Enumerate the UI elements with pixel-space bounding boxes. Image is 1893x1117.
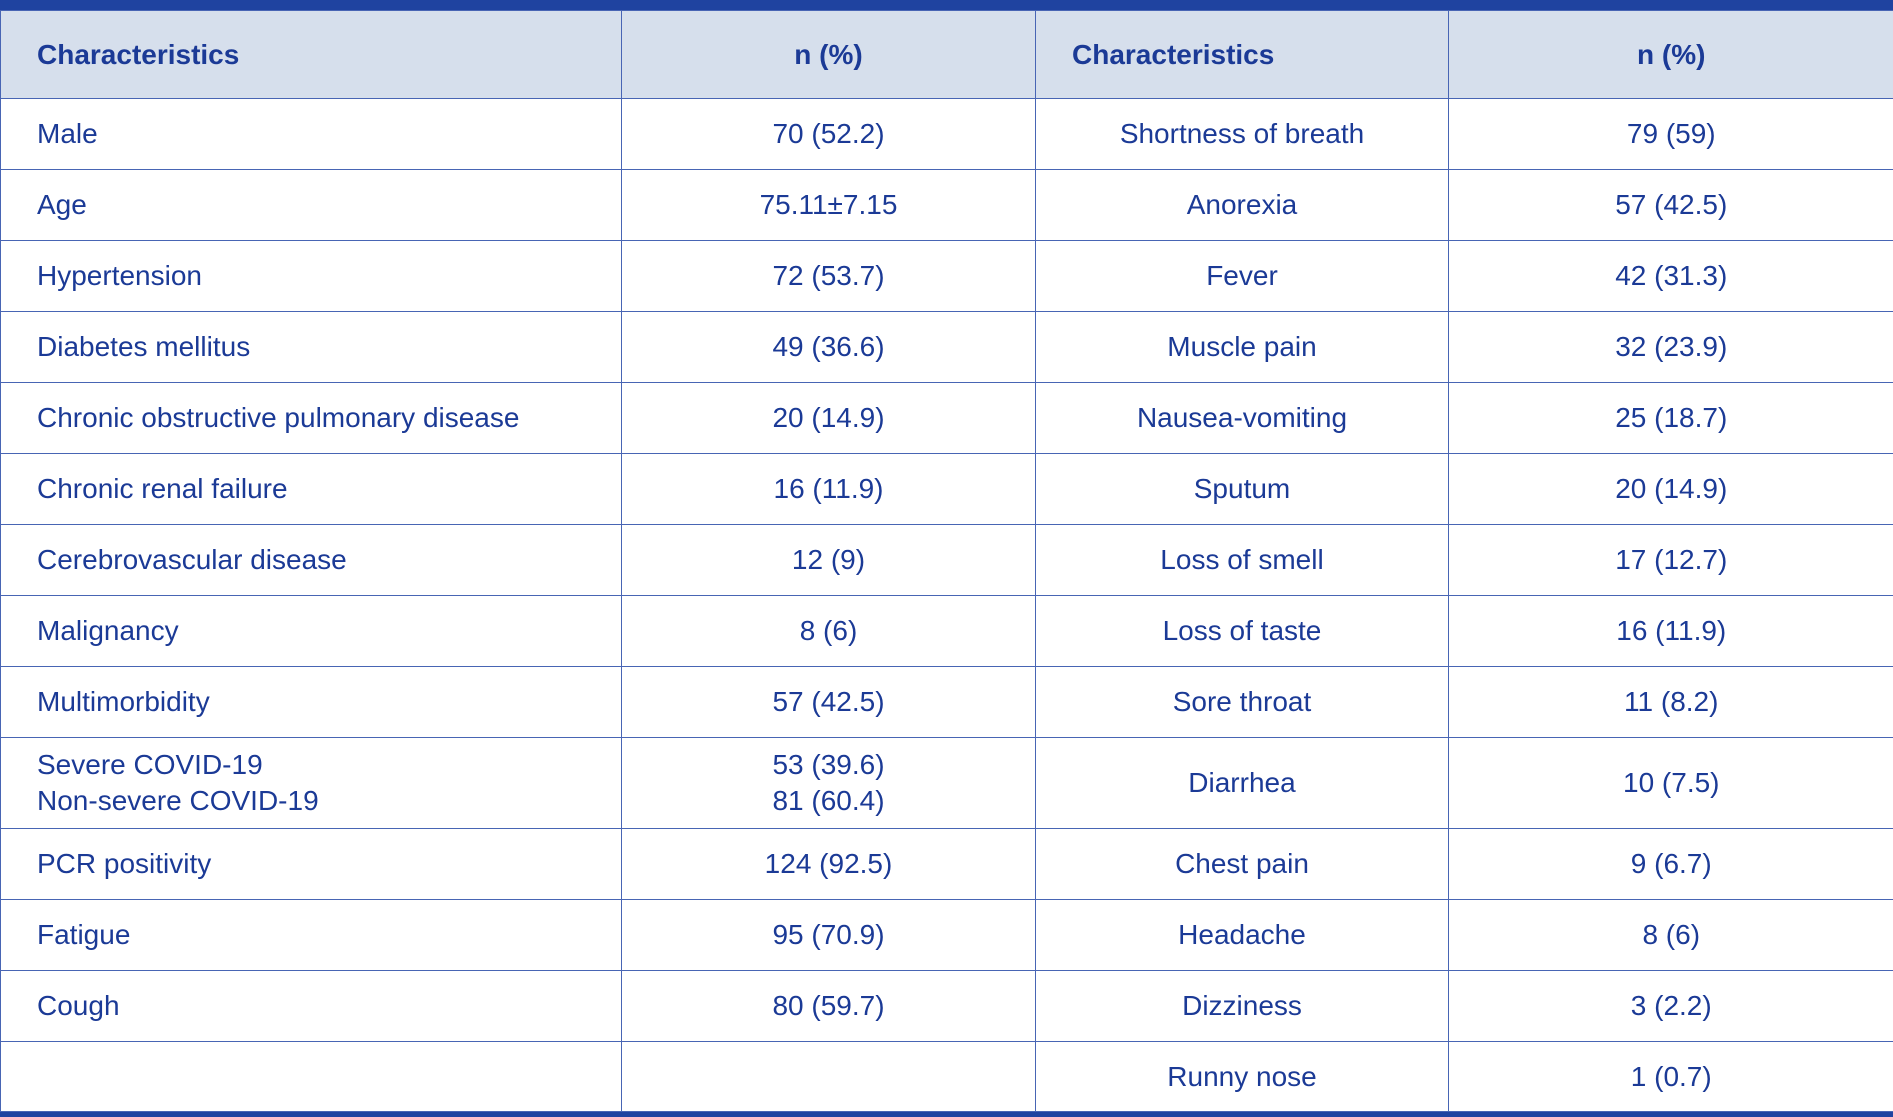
row-value-severity [622,738,1036,829]
row-label: Fatigue [1,900,622,971]
row-value: 70 (52.2) [622,99,1036,170]
table-row [1,667,1893,738]
row-symptom-value: 20 (14.9) [1449,454,1893,525]
row-label: Multimorbidity [1,667,622,738]
row-symptom: Chest pain [1036,829,1449,900]
row-symptom: Nausea-vomiting [1036,383,1449,454]
row-value: 75.11±7.15 [622,170,1036,241]
row-symptom-value: 79 (59) [1449,99,1893,170]
table-row [1,1042,1893,1112]
row-label: Age [1,170,622,241]
row-symptom-value: 1 (0.7) [1449,1042,1893,1112]
row-symptom-value: 10 (7.5) [1449,738,1893,829]
row-value: 80 (59.7) [622,971,1036,1042]
row-symptom: Runny nose [1036,1042,1449,1112]
table-row [1,454,1893,525]
row-value: 16 (11.9) [622,454,1036,525]
row-label: Hypertension [1,241,622,312]
row-symptom: Dizziness [1036,971,1449,1042]
table-row [1,312,1893,383]
row-value: 124 (92.5) [622,829,1036,900]
row-value: 57 (42.5) [622,667,1036,738]
row-value-empty [622,1042,1036,1112]
table-row [1,525,1893,596]
row-symptom: Shortness of breath [1036,99,1449,170]
row-symptom-value: 42 (31.3) [1449,241,1893,312]
row-symptom: Fever [1036,241,1449,312]
row-value: 12 (9) [622,525,1036,596]
row-symptom-value: 32 (23.9) [1449,312,1893,383]
header-row [1,11,1893,99]
row-symptom-value: 17 (12.7) [1449,525,1893,596]
row-symptom: Headache [1036,900,1449,971]
table-body [1,99,1893,1112]
row-symptom-value: 3 (2.2) [1449,971,1893,1042]
row-label-severity [1,738,622,829]
table-row [1,971,1893,1042]
header-n-percent-right: n (%) [1449,11,1893,99]
row-value: 95 (70.9) [622,900,1036,971]
table-header [1,11,1893,99]
table-row [1,829,1893,900]
header-n-percent-left: n (%) [622,11,1036,99]
row-symptom: Muscle pain [1036,312,1449,383]
severe-covid-label: Severe COVID-19 [37,749,263,780]
table-row [1,383,1893,454]
row-value: 20 (14.9) [622,383,1036,454]
row-label: Male [1,99,622,170]
row-label: Malignancy [1,596,622,667]
header-characteristics-left: Characteristics [1,11,622,99]
table-row [1,99,1893,170]
row-symptom: Loss of taste [1036,596,1449,667]
row-label: PCR positivity [1,829,622,900]
characteristics-table [0,10,1893,1112]
row-label: Chronic renal failure [1,454,622,525]
severe-covid-value: 53 (39.6) [772,749,885,780]
table-row [1,170,1893,241]
row-label-empty [1,1042,622,1112]
table-row [1,900,1893,971]
row-value: 72 (53.7) [622,241,1036,312]
row-symptom: Loss of smell [1036,525,1449,596]
table-row [1,241,1893,312]
row-symptom: Sore throat [1036,667,1449,738]
row-symptom-value: 25 (18.7) [1449,383,1893,454]
row-label: Chronic obstructive pulmonary disease [1,383,622,454]
header-characteristics-right: Characteristics [1036,11,1449,99]
row-label: Diabetes mellitus [1,312,622,383]
table-row [1,738,1893,829]
row-label: Cough [1,971,622,1042]
table-row [1,596,1893,667]
row-symptom: Sputum [1036,454,1449,525]
row-symptom-value: 16 (11.9) [1449,596,1893,667]
non-severe-covid-value: 81 (60.4) [772,785,885,816]
row-symptom-value: 8 (6) [1449,900,1893,971]
row-symptom: Diarrhea [1036,738,1449,829]
row-label: Cerebrovascular disease [1,525,622,596]
non-severe-covid-label: Non-severe COVID-19 [37,785,319,816]
row-value: 49 (36.6) [622,312,1036,383]
row-symptom: Anorexia [1036,170,1449,241]
row-symptom-value: 11 (8.2) [1449,667,1893,738]
row-value: 8 (6) [622,596,1036,667]
row-symptom-value: 57 (42.5) [1449,170,1893,241]
row-symptom-value: 9 (6.7) [1449,829,1893,900]
